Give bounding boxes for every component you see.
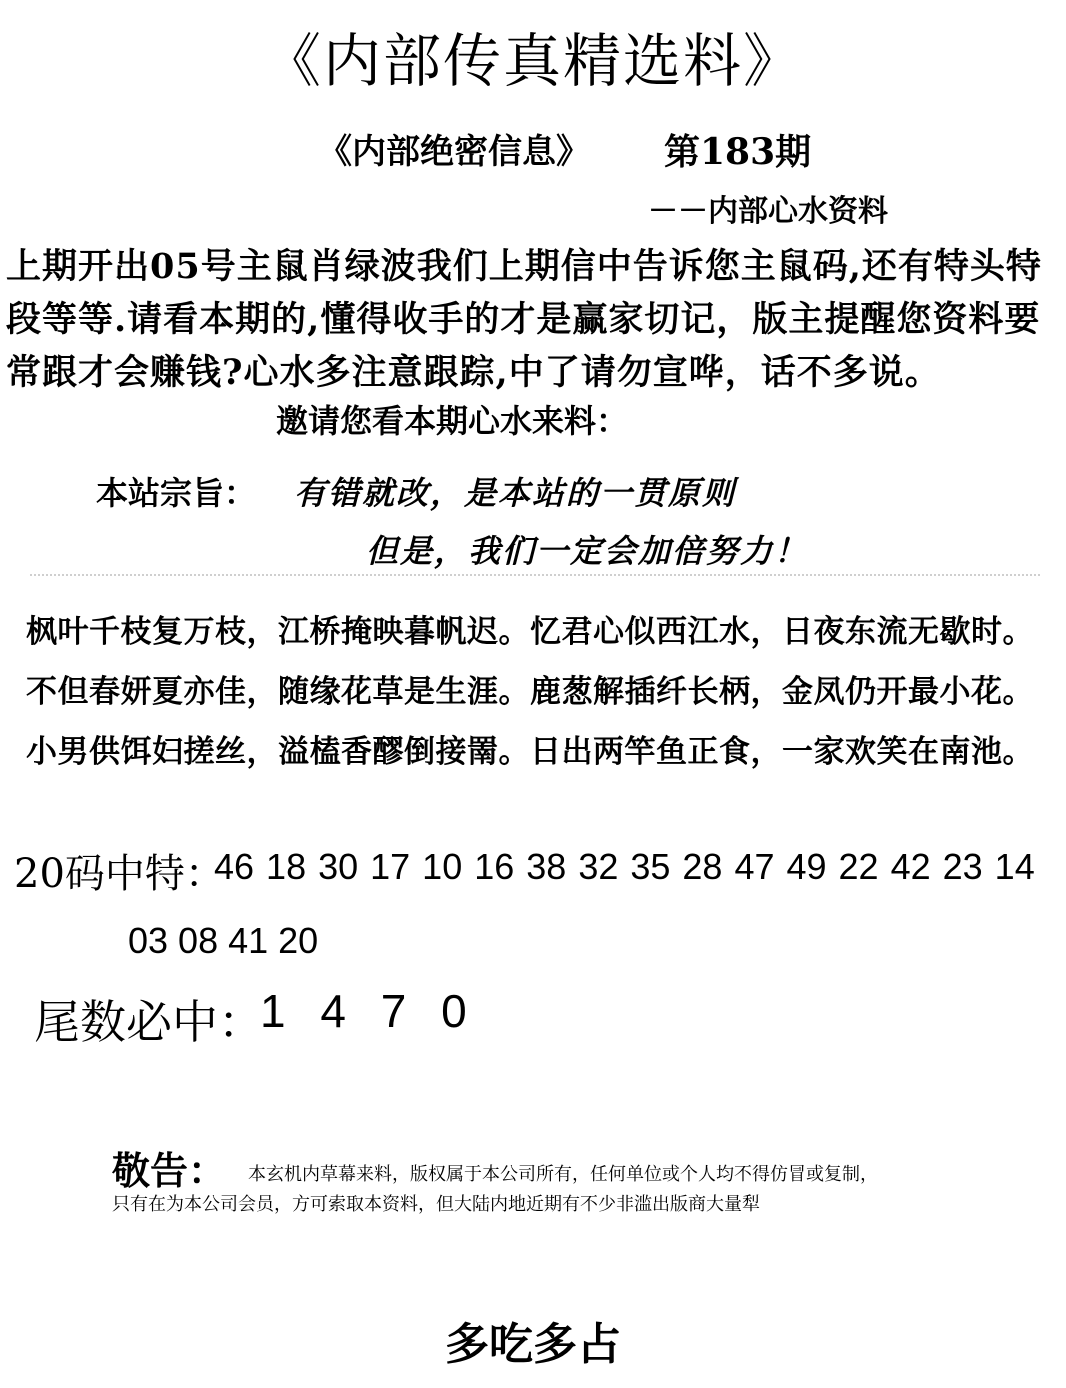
issue-number: 第183期 bbox=[664, 131, 812, 173]
notice-line-1: 本玄机内草幕来料，版权属于本公司所有，任何单位或个人均不得仿冒或复制， bbox=[248, 1164, 878, 1185]
invite-line: 邀请您看本期心水来料： bbox=[276, 402, 629, 440]
poem-line: 小男供饵妇搓丝，溢榼香醪倒接罱。日出两竿鱼正食，一家欢笑在南池。 bbox=[26, 734, 1034, 770]
tail-numbers: 1 4 7 0 bbox=[260, 985, 467, 1037]
poem-line: 不但春妍夏亦佳，随缘花草是生涯。鹿葱解插纤长柄，金凤仍开最小花。 bbox=[26, 674, 1034, 710]
tenet-line-1: 有错就改，是本站的一贯原则 bbox=[294, 474, 737, 512]
divider bbox=[30, 574, 1040, 576]
notice-line-2: 只有在为本公司会员，方可索取本资料，但大陆内地近期有不少非滥出版商大量犁 bbox=[112, 1194, 760, 1215]
intro-paragraph bbox=[6, 240, 1062, 399]
tail-label: 尾数必中： bbox=[34, 995, 264, 1049]
intro-text: 上期开出05号主鼠肖绿波我们上期信中告诉您主鼠码,还有特头特段等等.请看本期的,懂得收手的才是赢家切记，版主提醒您资料要常跟才会赚钱?心水多注意跟踪,中了请勿宣哗，话不多说。 bbox=[6, 246, 1042, 393]
source-label: －－内部心水资料 bbox=[648, 194, 888, 229]
numbers-line-1: 46 18 30 17 10 16 38 32 35 28 47 49 22 42 23 14 bbox=[214, 846, 1035, 887]
poem-line: 枫叶千枝复万枝，江桥掩映暮帆迟。忆君心似西江水，日夜东流无歇时。 bbox=[26, 614, 1034, 650]
numbers-line-2: 03 08 41 20 bbox=[128, 920, 319, 961]
page-title: 《内部传真精选料》 bbox=[262, 27, 803, 95]
footer-slogan: 多吃多占 bbox=[445, 1319, 621, 1370]
notice-label: 敬告： bbox=[112, 1148, 227, 1193]
numbers-label: 20码中特： bbox=[14, 851, 225, 897]
subtitle: 《内部绝密信息》 bbox=[318, 132, 590, 172]
tenet-label: 本站宗旨： bbox=[96, 474, 257, 512]
tenet-line-2: 但是，我们一定会加倍努力！ bbox=[366, 532, 809, 570]
